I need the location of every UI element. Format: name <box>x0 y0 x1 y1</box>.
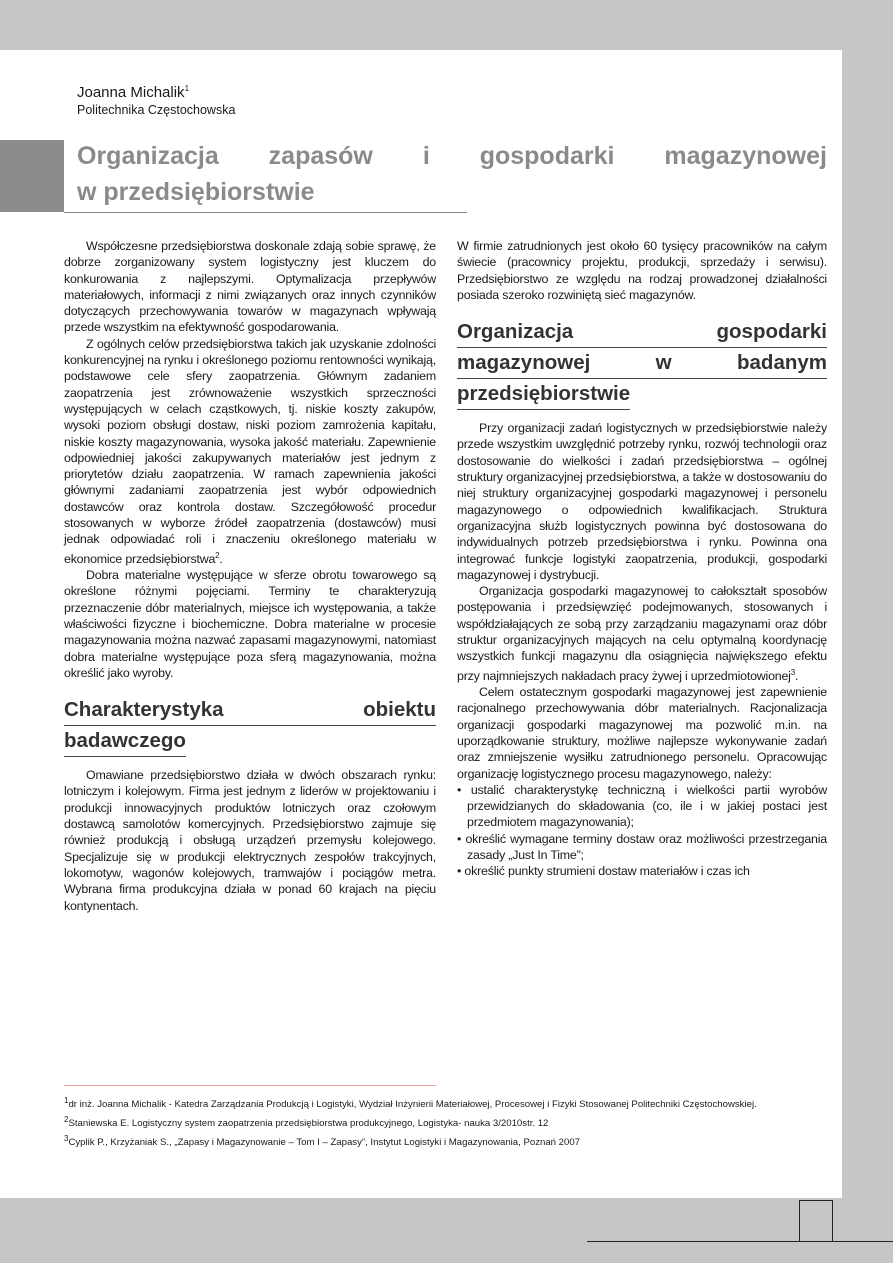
page-number-box <box>799 1200 833 1241</box>
footnote: $^3$Cyplik P., Krzyżaniak S., „Zapasy i Magazynowanie – Tom I – Zapasy”, Instytut Logistyki i Magazynowania, Poznań 2007 <box>64 1134 581 1149</box>
footnote-separator <box>64 1085 436 1086</box>
title-accent-block <box>0 140 64 212</box>
list-item: • określić punkty strumieni dostaw materiałów i czas ich <box>457 863 827 879</box>
footer-rule <box>587 1241 893 1242</box>
paragraph: Celem ostatecznym gospodarki magazynowej jest zapewnienie racjonalnego przechowywania dóbr materialnych. Racjonalizacja organizacji gospodarki magazynowej ma pozwolić m.in. na uporządkowanie struktury, możliwe najlepsze wykonywanie zadań oraz zmniejszenie wysiłku zatrudnionego personelu. Opracowując organizację logistycznego procesu magazynowego, należy: <box>457 685 827 781</box>
footnote-ref[interactable]: 3 <box>790 667 795 677</box>
paragraph: W firmie zatrudnionych jest około 60 tysięcy pracowników na całym świecie (pracownicy projektu, produkcji, sprzedaży i serwisu). Przedsiębiorstwo ze względu na rodzaj prowadzonej działalności posiada szeroko rozwiniętą sieć magazynów. <box>457 239 827 302</box>
document-page <box>0 50 842 1198</box>
right-column <box>457 238 827 880</box>
list-item: • ustalić charakterystykę techniczną i wielkości partii wyrobów przewidzianych do składowania (co, ile i w jakiej postaci jest przedmiotem magazynowania); <box>457 782 827 831</box>
section-heading: Organizacja gospodarki magazynowej w badanym przedsiębiorstwie <box>457 317 827 410</box>
paragraph: Omawiane przedsiębiorstwo działa w dwóch obszarach rynku: lotniczym i kolejowym. Firma jest jednym z liderów w projektowaniu i produkcji innowacyjnych produktów lotniczych oraz czołowym dostawcą samolotów komercyjnych. Przedsiębiorstwo zajmuje się również produkcją i obsługą urządzeń przemysłu kolejowego. Specjalizuje się w produkcji elektrycznych zespołów trakcyjnych, lokomotyw, wagonów kolejowych, tramwajów i pociągów metra. Wybrana firma produkcyjna działa w ponad 60 krajach na pięciu kontynentach. <box>64 768 436 913</box>
author-name: Joanna Michalik$^1$ <box>77 84 190 101</box>
title-underline <box>64 212 467 213</box>
footnote: $^1$dr inż. Joanna Michalik - Katedra Zarządzania Produkcją i Logistyki, Wydział Inżynierii Materiałowej, Procesowej i Fizyki Stosowanej Politechniki Częstochowskiej. <box>64 1096 757 1111</box>
list-item: • określić wymagane terminy dostaw oraz możliwości przestrzegania zasady „Just In Time”; <box>457 831 827 864</box>
paragraph: Przy organizacji zadań logistycznych w przedsiębiorstwie należy przede wszystkim uwzględnić potrzeby rynku, rozwój technologii oraz dostosowanie do wielkości i zadań przedsiębiorstwa – ogólnej struktury organizacyjnej przedsiębiorstwa, a także w dostosowaniu do niej struktury organizacyjnej gospodarki magazynowej i personelu magazynowego o odpowiednich kwalifikacjach. Struktura organizacyjna służb logistycznych powinna być dostosowana do indywidualnych potrzeb przedsiębiorstwa i rynku. Powinna ona integrować funkcje logistyki zaopatrzenia, produkcji, gospodarki magazynowej i dystrybucji. <box>457 421 827 582</box>
bullet-list <box>457 782 827 880</box>
paragraph: Współczesne przedsiębiorstwa doskonale zdają sobie sprawę, że dobrze zorganizowany system logistyczny jest kluczem do konkurowania z najlepszymi. Optymalizacja przepływów materiałowych, informacji z nimi związanych oraz innych czynników dotyczących przechowywania towarów w magazynach wpływają przede wszystkim na efektywność gospodarowania. <box>64 239 436 335</box>
footnote-ref[interactable]: 2 <box>215 550 220 560</box>
footnote: $^2$Staniewska E. Logistyczny system zaopatrzenia przedsiębiorstwa produkcyjnego, Logistyka- nauka 3/2010str. 12 <box>64 1115 549 1130</box>
paragraph: Dobra materialne występujące w sferze obrotu towarowego są określone różnymi pojęciami. Terminy te charakteryzują przeznaczenie dóbr materialnych, miejsce ich występowania, a także właściwości fizyczne i biochemiczne. Dobra materialne w procesie magazynowania można nazwać zapasami magazynowymi, natomiast dobra materialne występujące poza sferą magazynowania, można określić jako wyroby. <box>64 568 436 680</box>
paragraph: Z ogólnych celów przedsiębiorstwa takich jak uzyskanie zdolności konkurencyjnej na rynku i określonego poziomu rentowności wynikają, podstawowe cele sfery zaopatrzenia. Głównym zadaniem zaopatrzenia jest zrównoważenie wszystkich sprzeczności występujących w celach cząstkowych, tj. niskie koszty zakupów, wysoki poziom obsługi dostaw, niski poziom zamrożenia kapitału, niskie koszty magazynowania, wysoka jakość materiału. Zapewnienie odpowiedniej jakości zakupywanych materiałów jest jednym z priorytetów działu zaopatrzenia. W ramach zapewnienia jakości głównymi zadaniami zaopatrzenia jest wybór odpowiednich dostawców oraz kontrola dostaw. Szczegółowość procedur stosowanych w wyborze źródeł zaopatrzenia (dostawców) musi jednak odpowiadać roli i znaczeniu określonego materiału w ekonomice przedsiębiorstwa$^2$. <box>64 336 436 566</box>
paragraph: Organizacja gospodarki magazynowej to całokształt sposobów postępowania i przedsięwzięć podejmowanych, stosowanych i współdziałających ze sobą przy zarządzaniu magazynami oraz dóbr struktur organizacyjnych mających na celu optymalną koordynację wszystkich funkcji magazynu dla osiągnięcia największego efektu przy najmniejszych nakładach pracy żywej i uprzedmiotowionej$^3$. <box>457 584 827 683</box>
left-column <box>64 238 436 914</box>
section-heading: Charakterystyka obiektu badawczego <box>64 695 436 757</box>
author-affiliation: Politechnika Częstochowska <box>77 103 236 117</box>
footnotes <box>64 1093 827 1151</box>
page-title: Organizacja zapasów i gospodarki magazynowej w przedsiębiorstwie <box>77 142 827 206</box>
